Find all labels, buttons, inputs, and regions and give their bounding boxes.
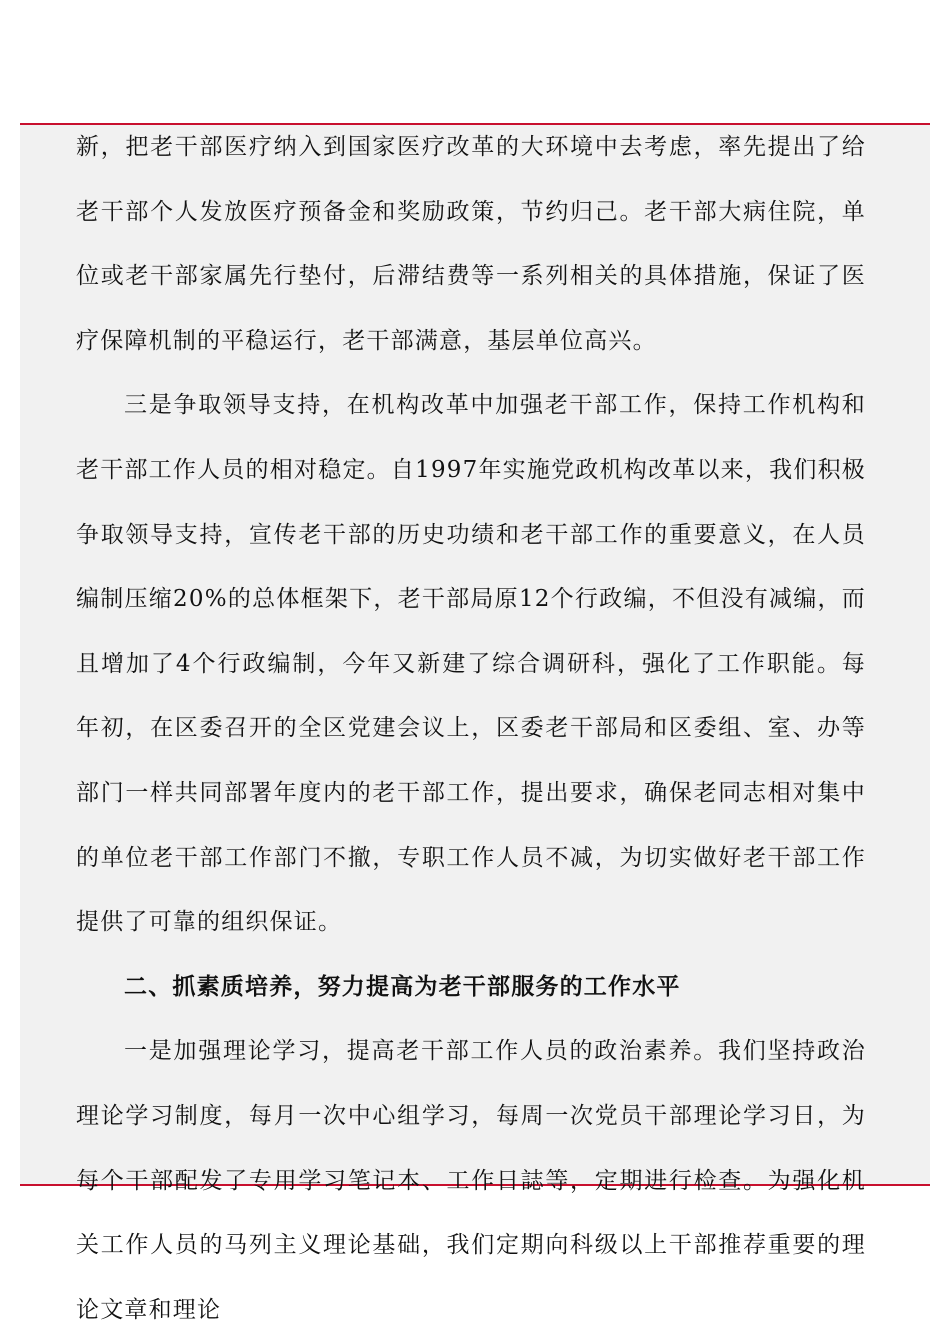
document-body [76,115,866,1342]
paragraph-1: 新，把老干部医疗纳入到国家医疗改革的大环境中去考虑，率先提出了给老干部个人发放医疗预备金和奖励政策，节约归己。老干部大病住院，单位或老干部家属先行垫付，后滞结费等一系列相关的具体措施，保证了医疗保障机制的平稳运行，老干部满意，基层单位高兴。 [76,134,866,354]
section-heading: 二、抓素质培养，努力提高为老干部服务的工作水平 [124,972,681,1000]
paragraph-2: 三是争取领导支持，在机构改革中加强老干部工作，保持工作机构和老干部工作人员的相对稳定。自1997年实施党政机构改革以来，我们积极争取领导支持，宣传老干部的历史功绩和老干部工作的重要意义，在人员编制压缩20%的总体框架下，老干部局原12个行政编，不但没有减编，而且增加了4个行政编制，今年又新建了综合调研科，强化了工作职能。每年初，在区委召开的全区党建会议上，区委老干部局和区委组、室、办等部门一样共同部署年度内的老干部工作，提出要求，确保老同志相对集中的单位老干部工作部门不撤，专职工作人员不减，为切实做好老干部工作提供了可靠的组织保证。 [76,392,866,936]
paragraph-3: 一是加强理论学习，提高老干部工作人员的政治素养。我们坚持政治理论学习制度，每月一次中心组学习，每周一次党员干部理论学习日，为每个干部配发了专用学习笔记本、工作日誌等，定期进行检查。为强化机关工作人员的马列主义理论基础，我们定期向科级以上干部推荐重要的理论文章和理论 [76,1038,866,1323]
